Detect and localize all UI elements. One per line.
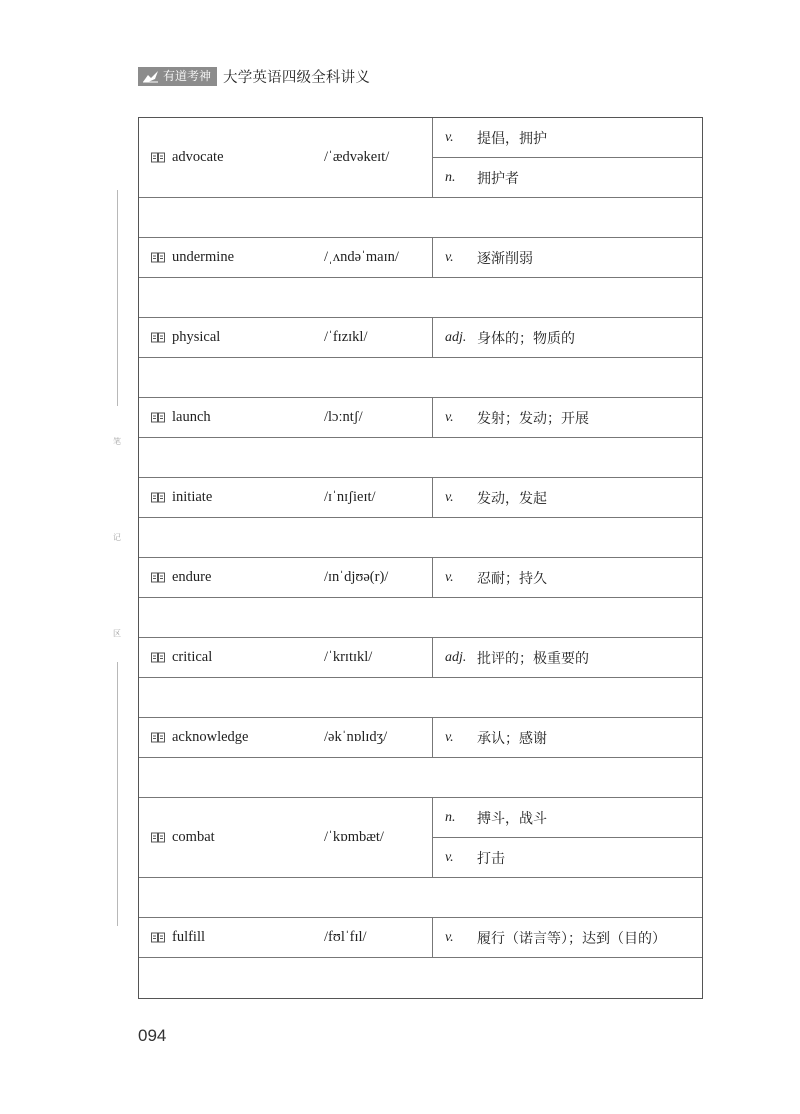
definitions-cell [432,718,702,757]
word-cell [139,918,324,957]
notes-line-bottom [117,662,118,926]
part-of-speech: adj. [445,329,467,345]
vocab-table [138,117,703,999]
word-cell [139,238,324,277]
word: physical [172,329,221,345]
part-of-speech: v. [445,849,454,865]
note-row [139,278,702,318]
definitions-cell [432,558,702,597]
word: launch [172,409,211,425]
phonetic-cell [324,318,432,357]
definition [433,638,702,677]
part-of-speech: v. [445,129,454,145]
definitions-cell [432,398,702,437]
definition [433,918,702,957]
definition [433,558,702,597]
entry-row [139,798,702,878]
definitions-cell [432,918,702,957]
entry-row [139,638,702,678]
word: initiate [172,489,213,505]
entry-row [139,718,702,758]
book-icon [151,572,165,583]
phonetic: /ˈfɪzɪkl/ [324,329,368,345]
note-row [139,758,702,798]
word: combat [172,829,215,845]
part-of-speech: v. [445,729,454,745]
entry-row [139,238,702,278]
page-number: 094 [138,1026,167,1045]
word-cell [139,638,324,677]
word-cell [139,318,324,357]
definition [433,718,702,757]
meaning: 发射；发动；开展 [477,410,589,427]
book-title: 大学英语四级全科讲义 [223,69,371,86]
entry-row [139,558,702,598]
part-of-speech: adj. [445,649,467,665]
phonetic-cell [324,718,432,757]
part-of-speech: v. [445,929,454,945]
meaning: 忍耐；持久 [477,570,547,587]
notes-char-3: 区 [113,629,121,638]
word-cell [139,558,324,597]
word: endure [172,569,212,585]
note-row [139,678,702,718]
book-icon [151,152,165,163]
meaning: 承认；感谢 [477,730,547,747]
definitions-cell [432,318,702,357]
definition [433,838,702,877]
meaning: 发动，发起 [477,490,547,507]
notes-line-top [117,190,118,406]
meaning: 逐渐削弱 [477,250,533,267]
word: undermine [172,249,235,265]
definitions-cell [432,478,702,517]
brand-badge [138,67,217,86]
meaning: 打击 [477,850,505,867]
note-row [139,358,702,398]
phonetic: /ˈkɒmbæt/ [324,829,384,845]
phonetic-cell [324,798,432,877]
part-of-speech: n. [445,169,456,185]
pen-logo-icon [142,70,160,83]
part-of-speech: v. [445,569,454,585]
word-cell [139,398,324,437]
entry-row [139,398,702,438]
phonetic-cell [324,398,432,437]
phonetic-cell [324,238,432,277]
note-row [139,518,702,558]
entry-row [139,478,702,518]
definition [433,398,702,437]
note-row [139,958,702,998]
definitions-cell [432,238,702,277]
book-icon [151,492,165,503]
meaning: 拥护者 [477,170,519,187]
note-row [139,198,702,238]
word-cell [139,718,324,757]
definition [433,158,702,197]
meaning: 批评的；极重要的 [477,650,589,667]
book-icon [151,732,165,743]
notes-char-2: 记 [113,533,121,542]
entry-row [139,118,702,198]
book-icon [151,832,165,843]
book-icon [151,332,165,343]
meaning: 身体的；物质的 [477,330,575,347]
note-row [139,598,702,638]
word: fulfill [172,929,206,945]
phonetic: /lɔːntʃ/ [324,409,363,425]
book-icon [151,252,165,263]
definition [433,318,702,357]
word: acknowledge [172,729,249,745]
word: advocate [172,149,224,165]
definition [433,798,702,838]
brand-name: 有道考神 [163,68,212,83]
definition [433,118,702,158]
note-row [139,438,702,478]
definition [433,478,702,517]
definition [433,238,702,277]
part-of-speech: v. [445,249,454,265]
phonetic-cell [324,918,432,957]
phonetic-cell [324,478,432,517]
meaning: 搏斗，战斗 [477,810,547,827]
entry-row [139,918,702,958]
phonetic: /fʊlˈfɪl/ [324,929,367,945]
word: critical [172,649,213,665]
part-of-speech: v. [445,489,454,505]
phonetic-cell [324,558,432,597]
page-header [138,66,370,86]
phonetic: /əkˈnɒlɪdʒ/ [324,729,388,745]
notes-char-1: 笔 [113,437,121,446]
phonetic-cell [324,638,432,677]
part-of-speech: n. [445,809,456,825]
word-cell [139,478,324,517]
book-icon [151,932,165,943]
phonetic: /ˈædvəkeɪt/ [324,149,390,165]
phonetic: /ɪnˈdjʊə(r)/ [324,569,389,585]
part-of-speech: v. [445,409,454,425]
book-icon [151,652,165,663]
book-icon [151,412,165,423]
phonetic-cell [324,118,432,197]
word-cell [139,798,324,877]
meaning: 提倡，拥护 [477,130,547,147]
phonetic: /ˈkrɪtɪkl/ [324,649,373,665]
meaning: 履行（诺言等）；达到（目的） [477,930,666,947]
phonetic: /ɪˈnɪʃieɪt/ [324,489,376,505]
definitions-cell [432,798,702,877]
entry-row [139,318,702,358]
phonetic: /ˌʌndəˈmaɪn/ [324,249,399,265]
definitions-cell [432,638,702,677]
definitions-cell [432,118,702,197]
word-cell [139,118,324,197]
note-row [139,878,702,918]
